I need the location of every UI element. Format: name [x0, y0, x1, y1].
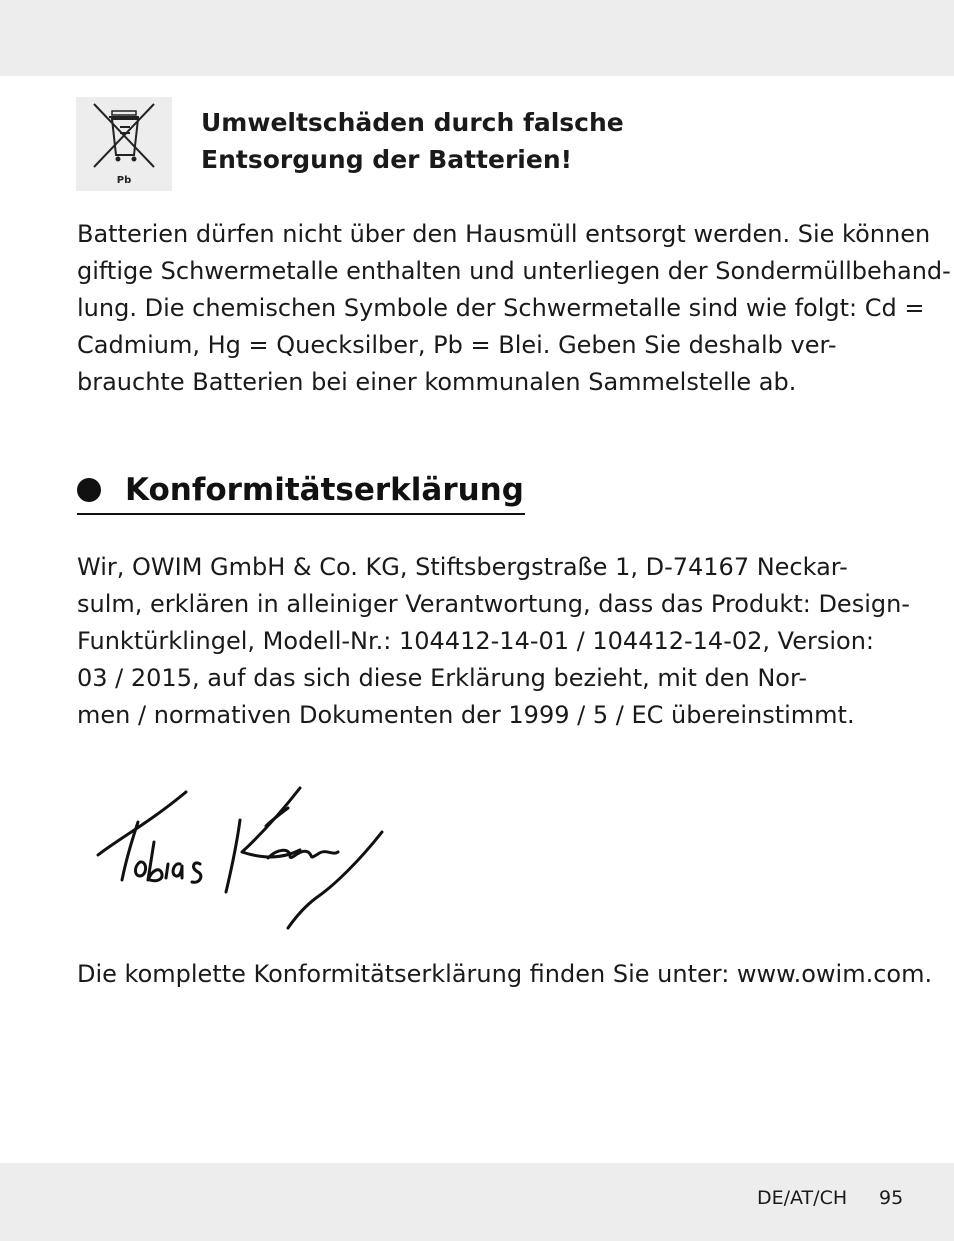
text-line: Cadmium, Hg = Quecksilber, Pb = Blei. Geben Sie deshalb ver-: [77, 331, 837, 359]
section-heading: Konformitätserklärung: [125, 472, 524, 508]
text-line: Funktürklingel, Modell-Nr.: 104412-14-01 / 104412-14-02, Version:: [77, 627, 874, 655]
text-line: Die komplette Konformitätserklärung finden Sie unter: www.owim.com.: [77, 960, 933, 988]
page-number: 95: [879, 1187, 904, 1209]
complete-declaration-note: [77, 956, 933, 993]
text-line: 03 / 2015, auf das sich diese Erklärung bezieht, mit den Nor-: [77, 664, 807, 692]
text-line: Wir, OWIM GmbH & Co. KG, Stiftsbergstraße 1, D-74167 Neckar-: [77, 553, 848, 581]
warning-title-line: Entsorgung der Batterien!: [201, 145, 573, 174]
top-margin-band: [0, 0, 954, 76]
declaration-paragraph: [77, 549, 910, 734]
warning-title-line: Umweltschäden durch falsche: [201, 108, 624, 137]
text-line: giftige Schwermetalle enthalten und unterliegen der Sondermüllbehand-: [77, 257, 951, 285]
text-line: sulm, erklären in alleiniger Verantwortung, dass das Produkt: Design-: [77, 590, 910, 618]
crossed-out-battery-bin-icon: [76, 97, 172, 191]
text-line: Batterien dürfen nicht über den Hausmüll entsorgt werden. Sie können: [77, 220, 931, 248]
handwritten-signature: [90, 780, 400, 935]
battery-disposal-paragraph: [77, 216, 951, 401]
section-bullet-icon: [77, 478, 101, 502]
battery-disposal-warning-icon: [76, 97, 172, 191]
section-heading-underline: [77, 513, 525, 515]
text-line: lung. Die chemischen Symbole der Schwermetalle sind wie folgt: Cd =: [77, 294, 925, 322]
text-line: men / normativen Dokumenten der 1999 / 5 / EC übereinstimmt.: [77, 701, 855, 729]
warning-title: [201, 104, 761, 178]
pb-label: Pb: [116, 175, 132, 186]
text-line: brauchte Batterien bei einer kommunalen Sammelstelle ab.: [77, 368, 797, 396]
footer-language-code: DE/AT/CH: [757, 1187, 848, 1209]
